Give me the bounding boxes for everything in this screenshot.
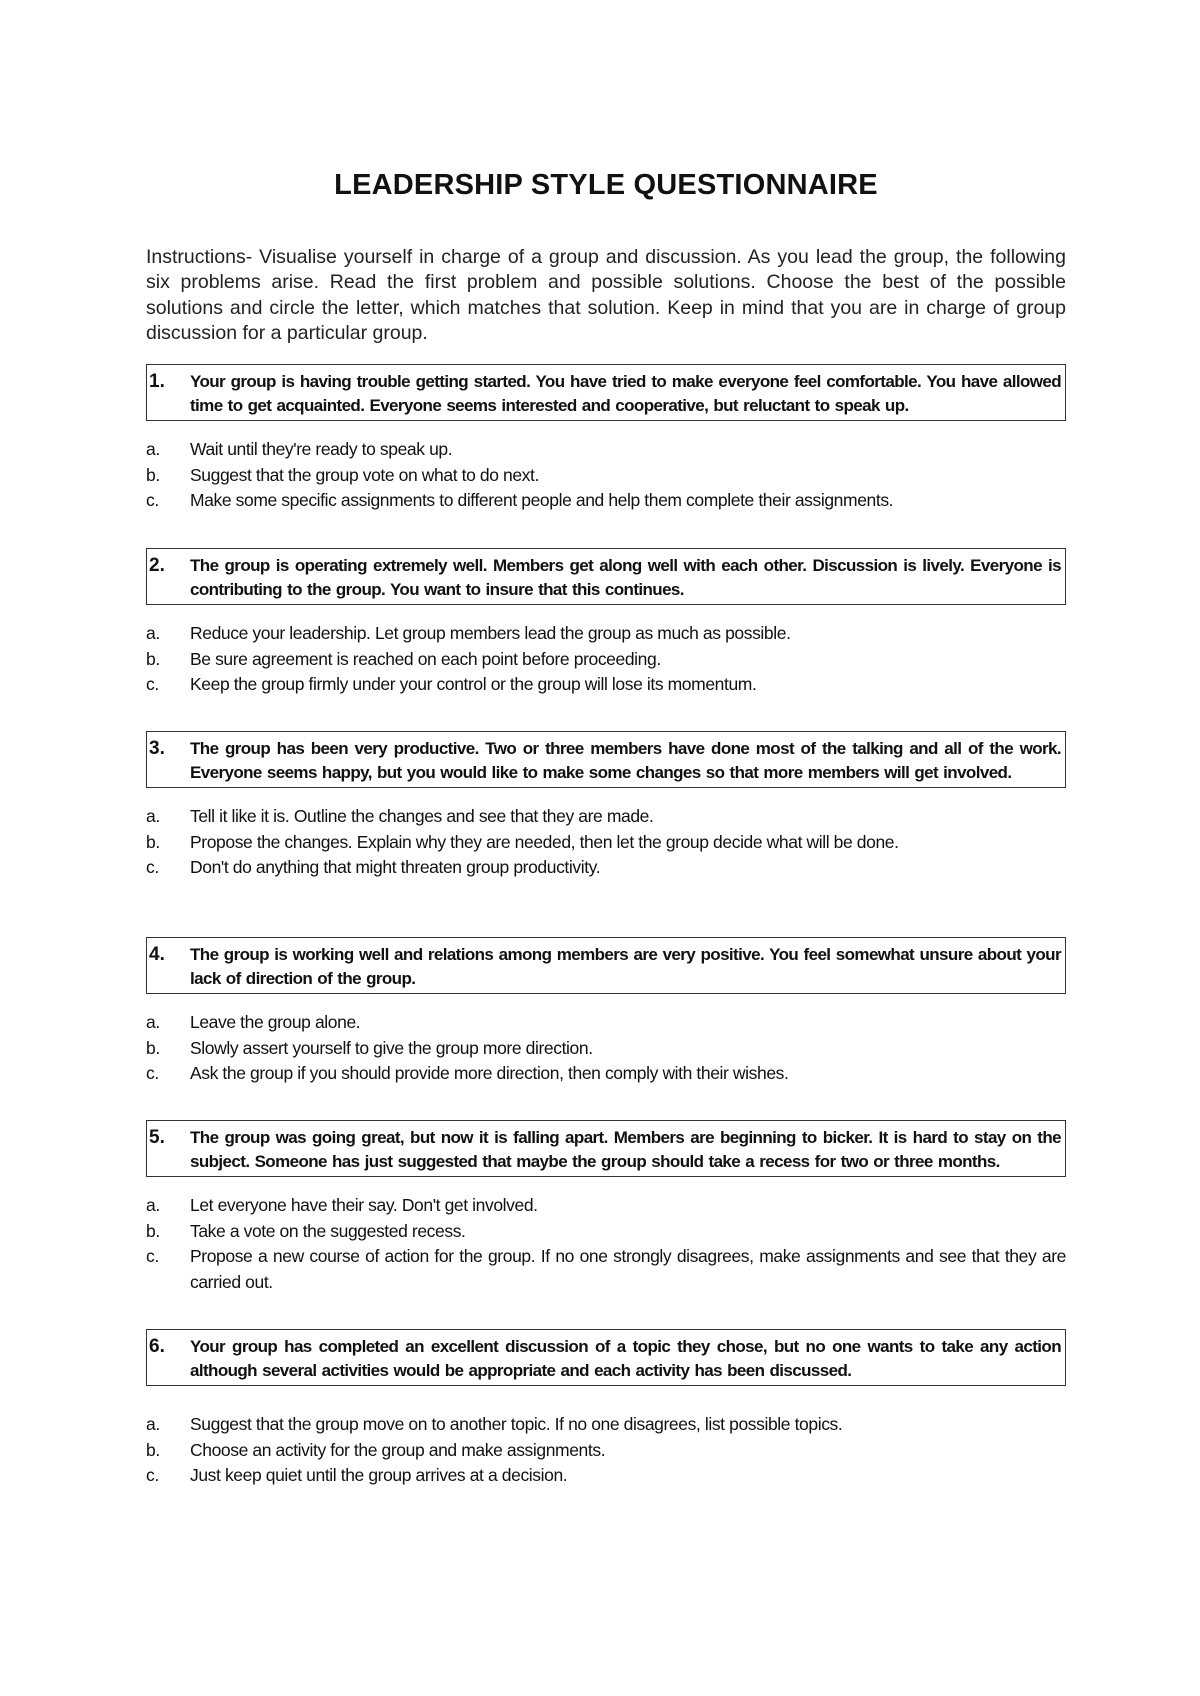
question-4: [146, 937, 1066, 1087]
option-letter: a.: [146, 1195, 160, 1215]
option-text: Propose the changes. Explain why they are needed, then let the group decide what will be done.: [190, 831, 899, 852]
option-letter: c.: [146, 857, 159, 877]
question-number: 2.: [149, 555, 165, 576]
option-c[interactable]: [146, 1244, 1066, 1295]
option-letter: a.: [146, 1414, 160, 1434]
option-letter: b.: [146, 1037, 160, 1058]
option-text: Be sure agreement is reached on each point before proceeding.: [190, 648, 661, 669]
option-text: Choose an activity for the group and make assignments.: [190, 1439, 606, 1460]
option-text: Suggest that the group move on to another topic. If no one disagrees, list possible topics.: [190, 1414, 843, 1434]
question-text: The group is operating extremely well. Members get along well with each other. Discussion is lively. Everyone is contributing to the group. You want to insure that this continues.: [190, 556, 1061, 599]
option-text: Suggest that the group vote on what to do next.: [190, 464, 539, 485]
option-a[interactable]: [146, 1412, 1066, 1438]
option-text: Tell it like it is. Outline the changes and see that they are made.: [190, 806, 654, 826]
option-letter: a.: [146, 439, 160, 459]
option-c[interactable]: [146, 855, 1066, 881]
options-list: [146, 1412, 1066, 1489]
question-box: [146, 1329, 1066, 1386]
question-2: [146, 548, 1066, 698]
question-text: The group has been very productive. Two or three members have done most of the talking and all of the work. Everyone seems happy, but you would like to make some changes so that more members will get involved.: [190, 739, 1061, 782]
option-text: Propose a new course of action for the group. If no one strongly disagrees, make assignments and see that they are carried out.: [190, 1246, 1066, 1292]
question-box: [146, 937, 1066, 994]
question-text: The group was going great, but now it is falling apart. Members are beginning to bicker. It is hard to stay on the subject. Someone has just suggested that maybe the group should take a recess for two or three months.: [190, 1128, 1061, 1171]
question-box: [146, 364, 1066, 421]
option-text: Make some specific assignments to different people and help them complete their assignments.: [190, 490, 894, 510]
options-list: [146, 437, 1066, 514]
option-c[interactable]: [146, 1061, 1066, 1087]
question-3: [146, 731, 1066, 881]
option-b[interactable]: [146, 830, 1066, 856]
option-text: Just keep quiet until the group arrives at a decision.: [190, 1465, 568, 1485]
option-b[interactable]: [146, 647, 1066, 673]
option-letter: c.: [146, 490, 159, 510]
options-list: [146, 1010, 1066, 1087]
option-text: Take a vote on the suggested recess.: [190, 1220, 466, 1241]
question-text: The group is working well and relations among members are very positive. You feel somewhat unsure about your lack of direction of the group.: [190, 945, 1061, 988]
option-letter: b.: [146, 464, 160, 485]
options-list: [146, 804, 1066, 881]
option-text: Reduce your leadership. Let group members lead the group as much as possible.: [190, 623, 791, 643]
option-letter: a.: [146, 806, 160, 826]
option-text: Don't do anything that might threaten group productivity.: [190, 857, 601, 877]
option-letter: c.: [146, 1246, 159, 1266]
option-text: Let everyone have their say. Don't get involved.: [190, 1195, 538, 1215]
question-text: Your group is having trouble getting started. You have tried to make everyone feel comfortable. You have allowed time to get acquainted. Everyone seems interested and cooperative, but reluctant to speak up.: [190, 372, 1061, 415]
option-letter: c.: [146, 1063, 159, 1083]
option-letter: b.: [146, 648, 160, 669]
option-letter: b.: [146, 1220, 160, 1241]
option-letter: c.: [146, 1465, 159, 1485]
instructions-text: Instructions- Visualise yourself in charge of a group and discussion. As you lead the group, the following six problems arise. Read the first problem and possible solutions. Choose the best of the possible solutions and circle the letter, which matches that solution. Keep in mind that you are in charge of group discussion for a particular group.: [146, 245, 1066, 344]
question-number: 3.: [149, 738, 165, 759]
question-box: [146, 548, 1066, 605]
option-a[interactable]: [146, 804, 1066, 830]
question-6: [146, 1329, 1066, 1489]
option-text: Wait until they're ready to speak up.: [190, 439, 453, 459]
option-text: Keep the group firmly under your control or the group will lose its momentum.: [190, 674, 757, 694]
option-letter: b.: [146, 1439, 160, 1460]
question-number: 4.: [149, 944, 165, 965]
option-text: Ask the group if you should provide more direction, then comply with their wishes.: [190, 1063, 789, 1083]
option-b[interactable]: [146, 463, 1066, 489]
option-b[interactable]: [146, 1438, 1066, 1464]
option-letter: a.: [146, 1012, 160, 1032]
question-5: [146, 1120, 1066, 1295]
option-b[interactable]: [146, 1219, 1066, 1245]
question-number: 6.: [149, 1336, 165, 1357]
options-list: [146, 621, 1066, 698]
option-c[interactable]: [146, 1463, 1066, 1489]
option-text: Slowly assert yourself to give the group more direction.: [190, 1037, 593, 1058]
page-title: LEADERSHIP STYLE QUESTIONNAIRE: [334, 169, 878, 202]
option-a[interactable]: [146, 437, 1066, 463]
question-text: Your group has completed an excellent discussion of a topic they chose, but no one wants to take any action although several activities would be appropriate and each activity has been discussed.: [190, 1337, 1061, 1380]
options-list: [146, 1193, 1066, 1295]
option-letter: a.: [146, 623, 160, 643]
option-a[interactable]: [146, 1193, 1066, 1219]
option-b[interactable]: [146, 1036, 1066, 1062]
question-number: 1.: [149, 371, 165, 392]
question-number: 5.: [149, 1127, 165, 1148]
option-letter: c.: [146, 674, 159, 694]
option-letter: b.: [146, 831, 160, 852]
question-1: [146, 364, 1066, 514]
question-box: [146, 731, 1066, 788]
option-a[interactable]: [146, 621, 1066, 647]
option-text: Leave the group alone.: [190, 1012, 361, 1032]
option-c[interactable]: [146, 672, 1066, 698]
option-c[interactable]: [146, 488, 1066, 514]
option-a[interactable]: [146, 1010, 1066, 1036]
question-box: [146, 1120, 1066, 1177]
